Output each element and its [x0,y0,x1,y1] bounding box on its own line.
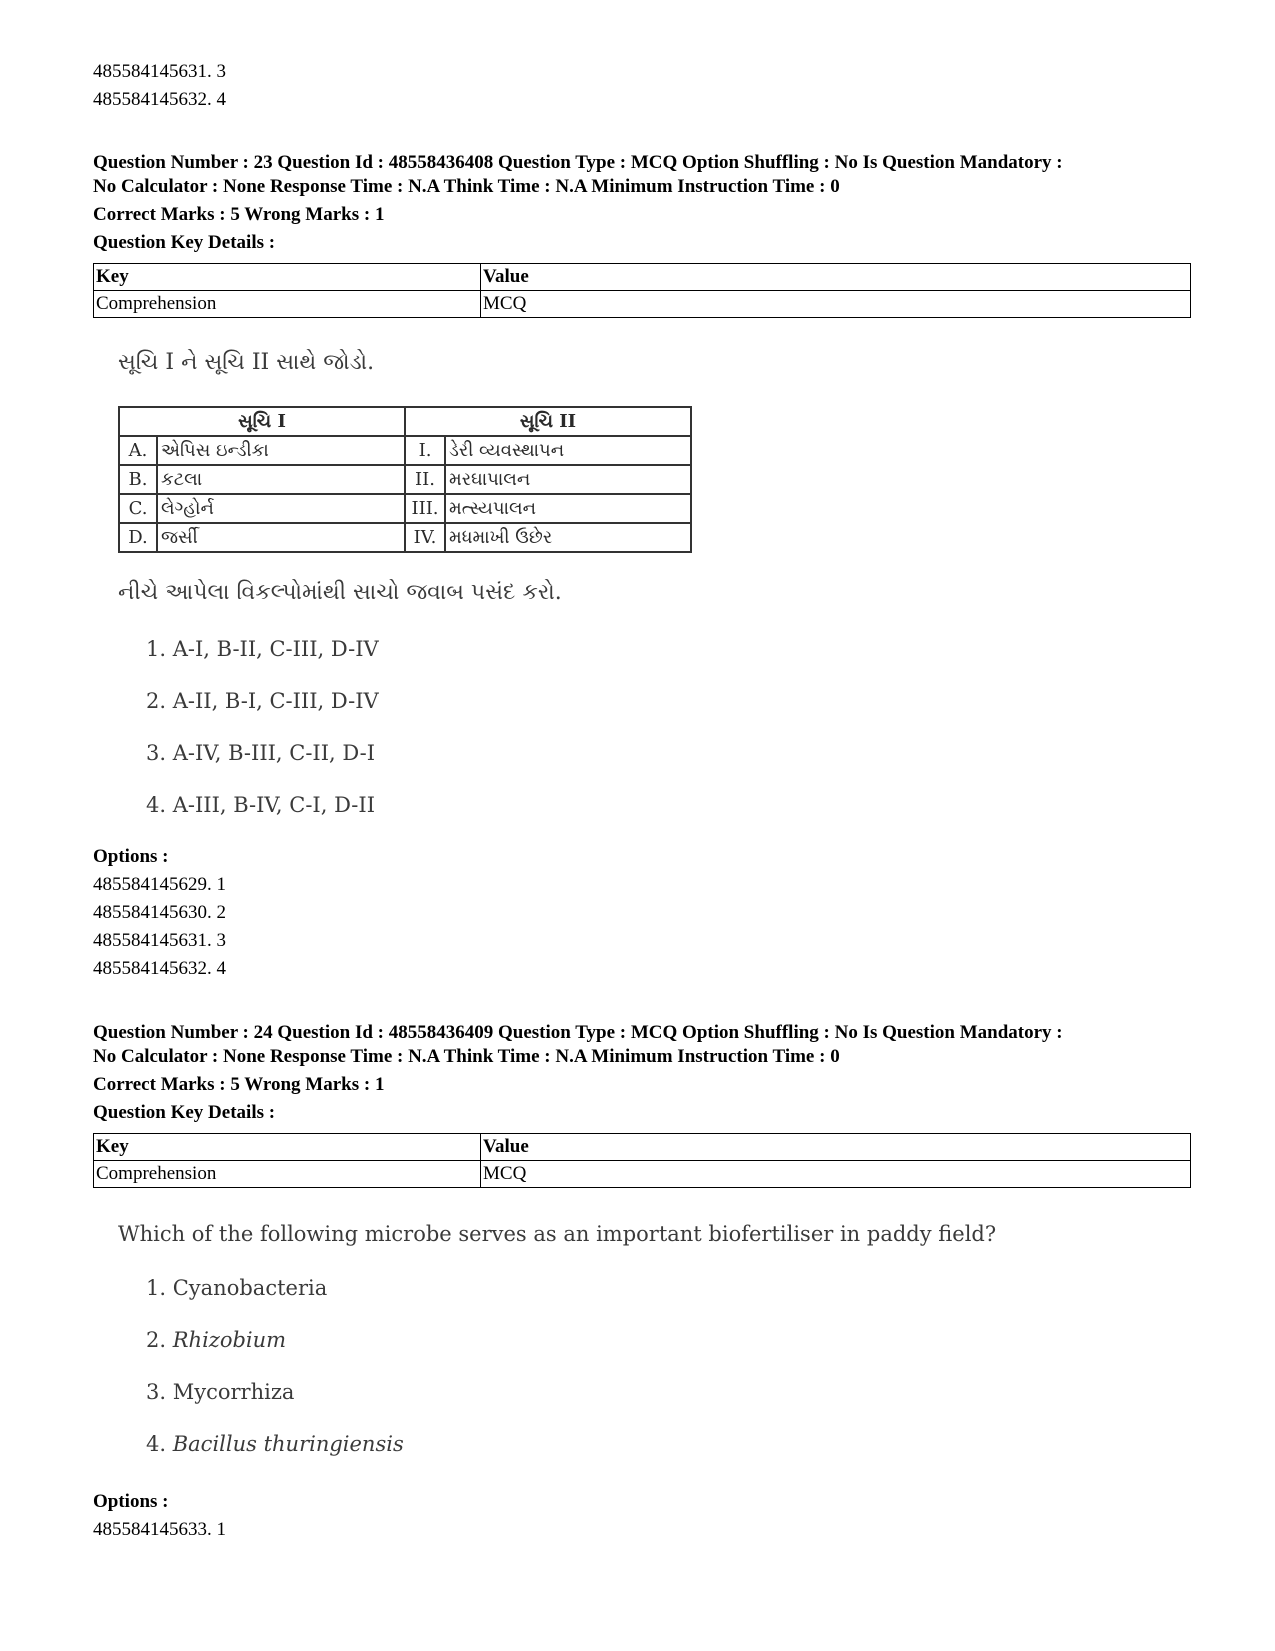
table-row [119,494,691,523]
table-cell: મત્સ્યપાલન [445,494,691,523]
question-23-options [93,843,1191,983]
table-cell: એપિસ ઇન્ડીકા [157,436,405,465]
table-cell: Value [481,264,1191,291]
question-header-line: Question Number : 23 Question Id : 48558436408 Question Type : MCQ Option Shuffling : No Is Question Mandatory : [93,152,1063,173]
table-cell: મધમાખી ઉછેર [445,523,691,552]
table-cell: MCQ [481,1161,1191,1188]
marks-line: Correct Marks : 5 Wrong Marks : 1 [93,204,385,225]
option-line: 485584145632. 4 [93,958,226,979]
table-header-cell: સૂચિ I [119,407,405,436]
table-cell: ડેરી વ્યવસ્થાપન [445,436,691,465]
choice-line: 1. A-I, B-II, C-III, D-IV [146,637,379,661]
table-row [119,465,691,494]
question-24-header [93,1021,1191,1125]
option-line: 485584145633. 1 [93,1519,226,1540]
key-details-label: Question Key Details : [93,1102,276,1123]
choice-number: 1. [146,1276,167,1300]
table-cell: Key [94,1134,481,1161]
options-label: Options : [93,846,169,867]
table-cell: જર્સી [157,523,405,552]
table-cell: Comprehension [94,291,481,318]
table-cell: III. [405,494,445,523]
question-text: સૂચિ I ને સૂચિ II સાથે જોડો. [118,350,375,375]
question-header-line: No Calculator : None Response Time : N.A Think Time : N.A Minimum Instruction Time : 0 [93,1046,840,1067]
match-table [118,406,692,553]
option-line: 485584145630. 2 [93,902,226,923]
table-row [94,1161,1191,1188]
table-row [94,264,1191,291]
choice-line [146,1380,294,1404]
choice-line [146,1276,327,1300]
question-23-key-table [93,263,1191,318]
choice-number: 4. [146,1432,167,1456]
question-header-line: No Calculator : None Response Time : N.A Think Time : N.A Minimum Instruction Time : 0 [93,176,840,197]
table-header-cell: સૂચિ II [405,407,691,436]
prev-options-list [93,58,1191,114]
instruction-text: નીચે આપેલા વિકલ્પોમાંથી સાચો જવાબ પસંદ કરો. [118,580,562,605]
table-cell: MCQ [481,291,1191,318]
choice-number: 2. [146,1328,167,1352]
question-24-image [118,1222,1018,1456]
choice-text: Bacillus thuringiensis [172,1432,404,1456]
question-header-line: Question Number : 24 Question Id : 48558436409 Question Type : MCQ Option Shuffling : No Is Question Mandatory : [93,1022,1063,1043]
choice-line: 4. A-III, B-IV, C-I, D-II [146,793,375,817]
marks-line: Correct Marks : 5 Wrong Marks : 1 [93,1074,385,1095]
question-23-header [93,151,1191,255]
table-cell: મરઘાપાલન [445,465,691,494]
table-row [94,291,1191,318]
table-cell: II. [405,465,445,494]
question-24-key-table [93,1133,1191,1188]
choice-text: Rhizobium [172,1328,287,1352]
question-23-image [118,350,718,830]
key-details-label: Question Key Details : [93,232,276,253]
table-cell: I. [405,436,445,465]
table-cell: A. [119,436,157,465]
option-line: 485584145632. 4 [93,89,226,110]
choice-text: Mycorrhiza [172,1380,295,1404]
table-row [119,523,691,552]
choice-line [146,1432,404,1456]
option-line: 485584145629. 1 [93,874,226,895]
option-line: 485584145631. 3 [93,61,226,82]
table-cell: કટલા [157,465,405,494]
table-cell: લેગ્હોર્ન [157,494,405,523]
question-24-options [93,1488,1191,1544]
choice-number: 3. [146,1380,167,1404]
table-cell: Key [94,264,481,291]
table-row [119,407,691,436]
table-cell: C. [119,494,157,523]
table-row [94,1134,1191,1161]
table-cell: D. [119,523,157,552]
question-text: Which of the following microbe serves as an important biofertiliser in paddy field? [118,1222,997,1246]
option-line: 485584145631. 3 [93,930,226,951]
choice-line: 2. A-II, B-I, C-III, D-IV [146,689,379,713]
choice-line: 3. A-IV, B-III, C-II, D-I [146,741,375,765]
choice-text: Cyanobacteria [172,1276,328,1300]
table-cell: IV. [405,523,445,552]
options-label: Options : [93,1491,169,1512]
table-cell: B. [119,465,157,494]
choice-line [146,1328,286,1352]
table-cell: Value [481,1134,1191,1161]
table-row [119,436,691,465]
table-cell: Comprehension [94,1161,481,1188]
